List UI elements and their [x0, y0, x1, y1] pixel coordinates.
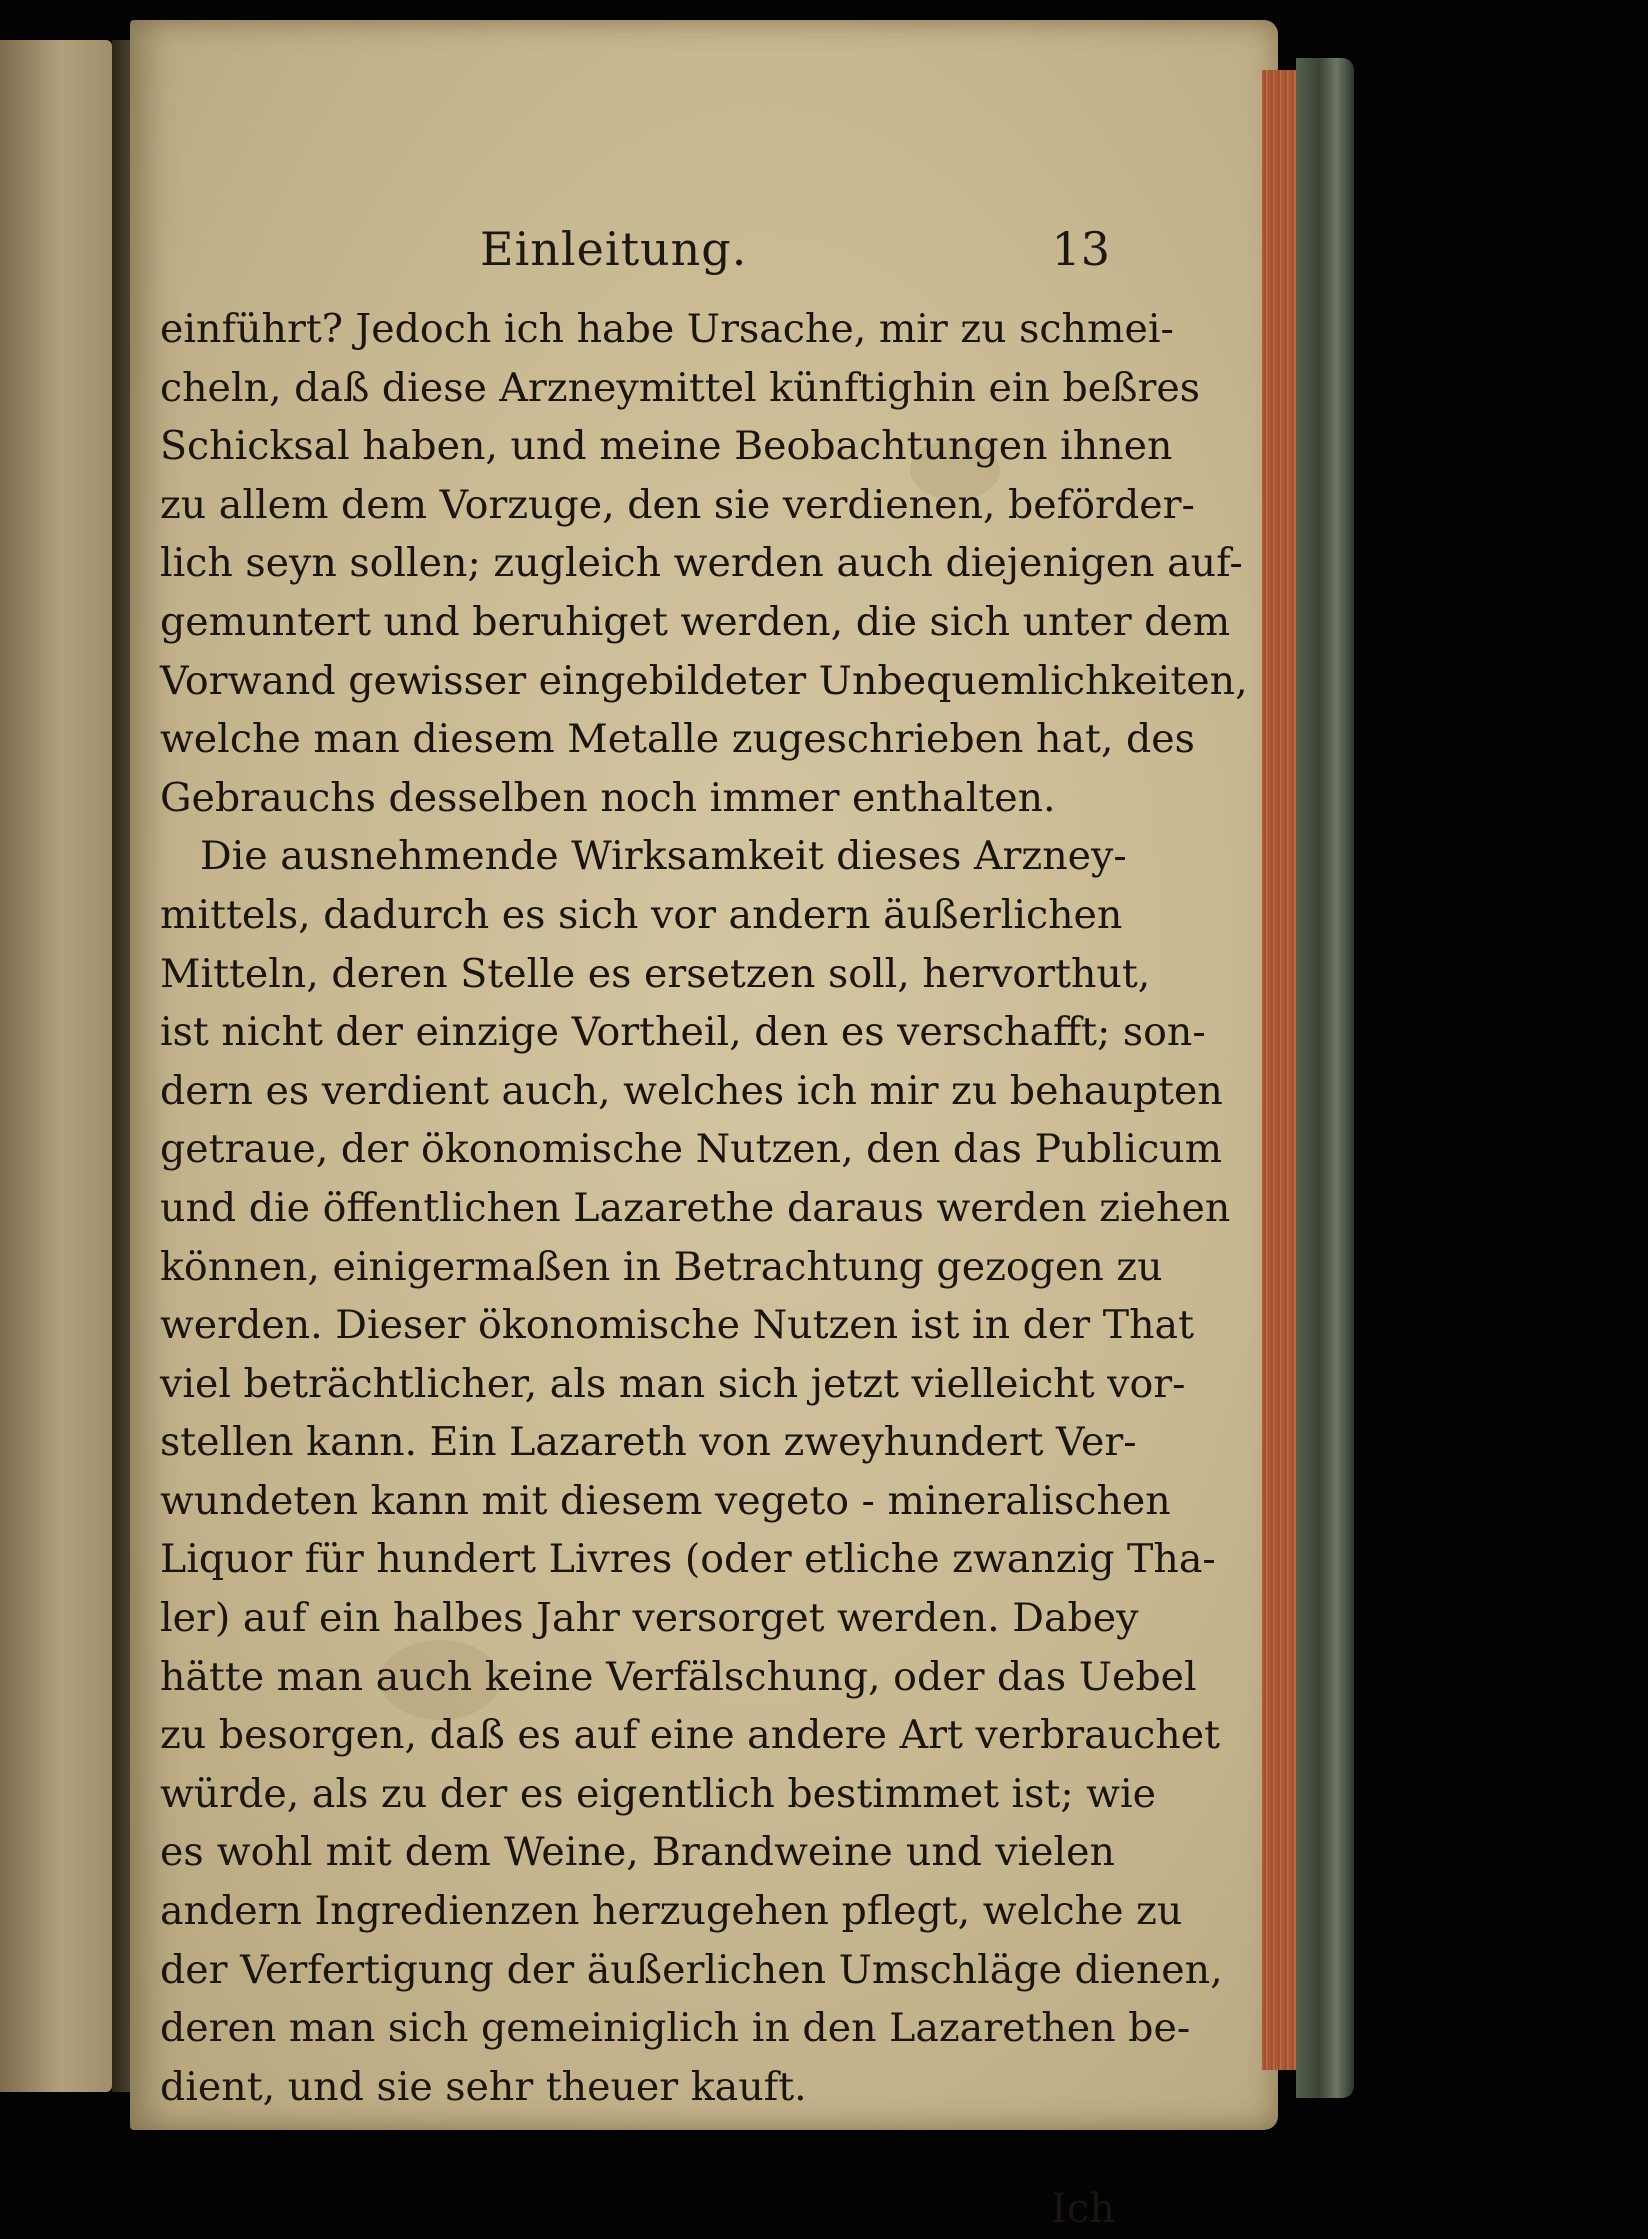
paragraph-1: [160, 300, 1248, 827]
text-line: Mitteln, deren Stelle es ersetzen soll, hervorthut,: [160, 950, 1151, 997]
paragraph-2: [160, 827, 1231, 2116]
running-head: [170, 222, 1110, 292]
catchword: Ich: [1051, 2186, 1115, 2232]
text-line: andern Ingredienzen herzugehen pflegt, welche zu: [160, 1888, 1183, 1935]
text-line: würde, als zu der es eigentlich bestimmet ist; wie: [160, 1770, 1157, 1817]
text-line: hätte man auch keine Verfälschung, oder das Uebel: [160, 1653, 1197, 1700]
text-line: es wohl mit dem Weine, Brandweine und vielen: [160, 1829, 1115, 1876]
text-line: der Verfertigung der äußerlichen Umschläge dienen,: [160, 1946, 1223, 1993]
text-line: werden. Dieser ökonomische Nutzen ist in der That: [160, 1302, 1194, 1349]
text-line: dern es verdient auch, welches ich mir zu behaupten: [160, 1067, 1223, 1114]
text-line: stellen kann. Ein Lazareth von zweyhundert Ver-: [160, 1419, 1137, 1466]
text-line: mittels, dadurch es sich vor andern äußerlichen: [160, 891, 1123, 938]
text-line: Vorwand gewisser eingebildeter Unbequemlichkeiten,: [160, 657, 1248, 704]
text-line: und die öffentlichen Lazarethe daraus werden ziehen: [160, 1184, 1231, 1231]
body-text: [160, 300, 1248, 2232]
text-line: getraue, der ökonomische Nutzen, den das Publicum: [160, 1126, 1223, 1173]
text-line: Die ausnehmende Wirksamkeit dieses Arzney-: [200, 833, 1127, 880]
text-line: dient, und sie sehr theuer kauft.: [160, 2063, 807, 2110]
text-line: viel beträchtlicher, als man sich jetzt vielleicht vor-: [160, 1360, 1186, 1407]
text-line: können, einigermaßen in Betrachtung gezogen zu: [160, 1243, 1163, 1290]
running-head-title: Einleitung.: [480, 222, 748, 276]
text-line: welche man diesem Metalle zugeschrieben hat, des: [160, 716, 1195, 763]
text-line: lich seyn sollen; zugleich werden auch diejenigen auf-: [160, 540, 1243, 587]
left-page-edge: [0, 40, 112, 2092]
text-line: deren man sich gemeiniglich in den Lazarethen be-: [160, 2005, 1191, 2052]
text-line: gemuntert und beruhiget werden, die sich unter dem: [160, 598, 1231, 645]
text-line: cheln, daß diese Arzneymittel künftighin ein beßres: [160, 364, 1201, 411]
text-line: zu allem dem Vorzuge, den sie verdienen, beförder-: [160, 481, 1195, 528]
text-line: Gebrauchs desselben noch immer enthalten.: [160, 774, 1056, 821]
text-line: Schicksal haben, und meine Beobachtungen ihnen: [160, 423, 1173, 470]
text-line: Liquor für hundert Livres (oder etliche zwanzig Tha-: [160, 1536, 1216, 1583]
text-line: ist nicht der einzige Vortheil, den es verschafft; son-: [160, 1009, 1206, 1056]
text-line: wundeten kann mit diesem vegeto - mineralischen: [160, 1477, 1171, 1524]
book-cover-board: [1296, 58, 1354, 2098]
text-line: einführt? Jedoch ich habe Ursache, mir zu schmei-: [160, 306, 1174, 352]
text-line: zu besorgen, daß es auf eine andere Art verbrauchet: [160, 1712, 1220, 1759]
page-number: 13: [1051, 222, 1110, 276]
text-line: ler) auf ein halbes Jahr versorget werden. Dabey: [160, 1595, 1139, 1642]
